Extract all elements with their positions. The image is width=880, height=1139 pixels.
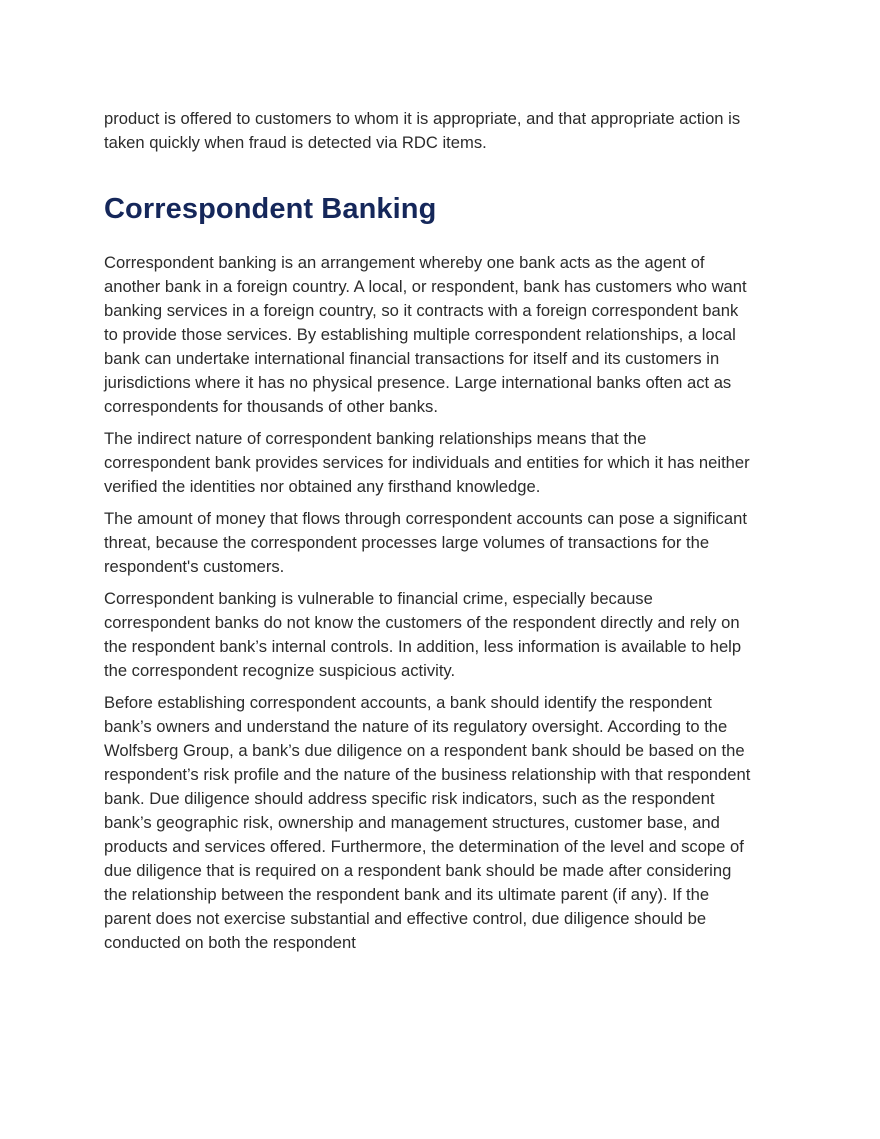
- intro-paragraph: product is offered to customers to whom it is appropriate, and that appropriate action is taken quickly when fraud is detected via RDC items.: [104, 109, 741, 152]
- body-paragraph-3: The amount of money that flows through correspondent accounts can pose a significant threat, because the correspondent processes large volumes of transactions for the respondent's customers.: [104, 509, 747, 576]
- body-paragraph-4: Correspondent banking is vulnerable to financial crime, especially because correspondent banks do not know the customers of the respondent directly and rely on the respondent bank’s internal controls. In addition, less information is available to help the correspondent recognize suspicious activity.: [104, 589, 742, 680]
- body-paragraph-5: Before establishing correspondent accounts, a bank should identify the respondent bank’s owners and understand the nature of its regulatory oversight. According to the Wolfsberg Group, a bank’s due diligence on a respondent bank should be based on the respondent’s risk profile and the nature of the business relationship with that respondent bank. Due diligence should address specific risk indicators, such as the respondent bank’s geographic risk, ownership and management structures, customer base, and products and services offered. Furthermore, the determination of the level and scope of due diligence that is required on a respondent bank should be made after considering the relationship between the respondent bank and its ultimate parent (if any). If the parent does not exercise substantial and effective control, due diligence should be conducted on both the respondent: [104, 693, 751, 952]
- section-heading: Correspondent Banking: [104, 193, 437, 225]
- body-paragraph-1: Correspondent banking is an arrangement whereby one bank acts as the agent of another bank in a foreign country. A local, or respondent, bank has customers who want banking services in a foreign country, so it contracts with a foreign correspondent bank to provide those services. By establishing multiple correspondent relationships, a local bank can undertake international financial transactions for itself and its customers in jurisdictions where it has no physical presence. Large international banks often act as correspondents for thousands of other banks.: [104, 253, 747, 416]
- body-paragraph-2: The indirect nature of correspondent banking relationships means that the correspondent bank provides services for individuals and entities for which it has neither verified the identities nor obtained any firsthand knowledge.: [104, 429, 750, 496]
- page-content: [104, 107, 754, 963]
